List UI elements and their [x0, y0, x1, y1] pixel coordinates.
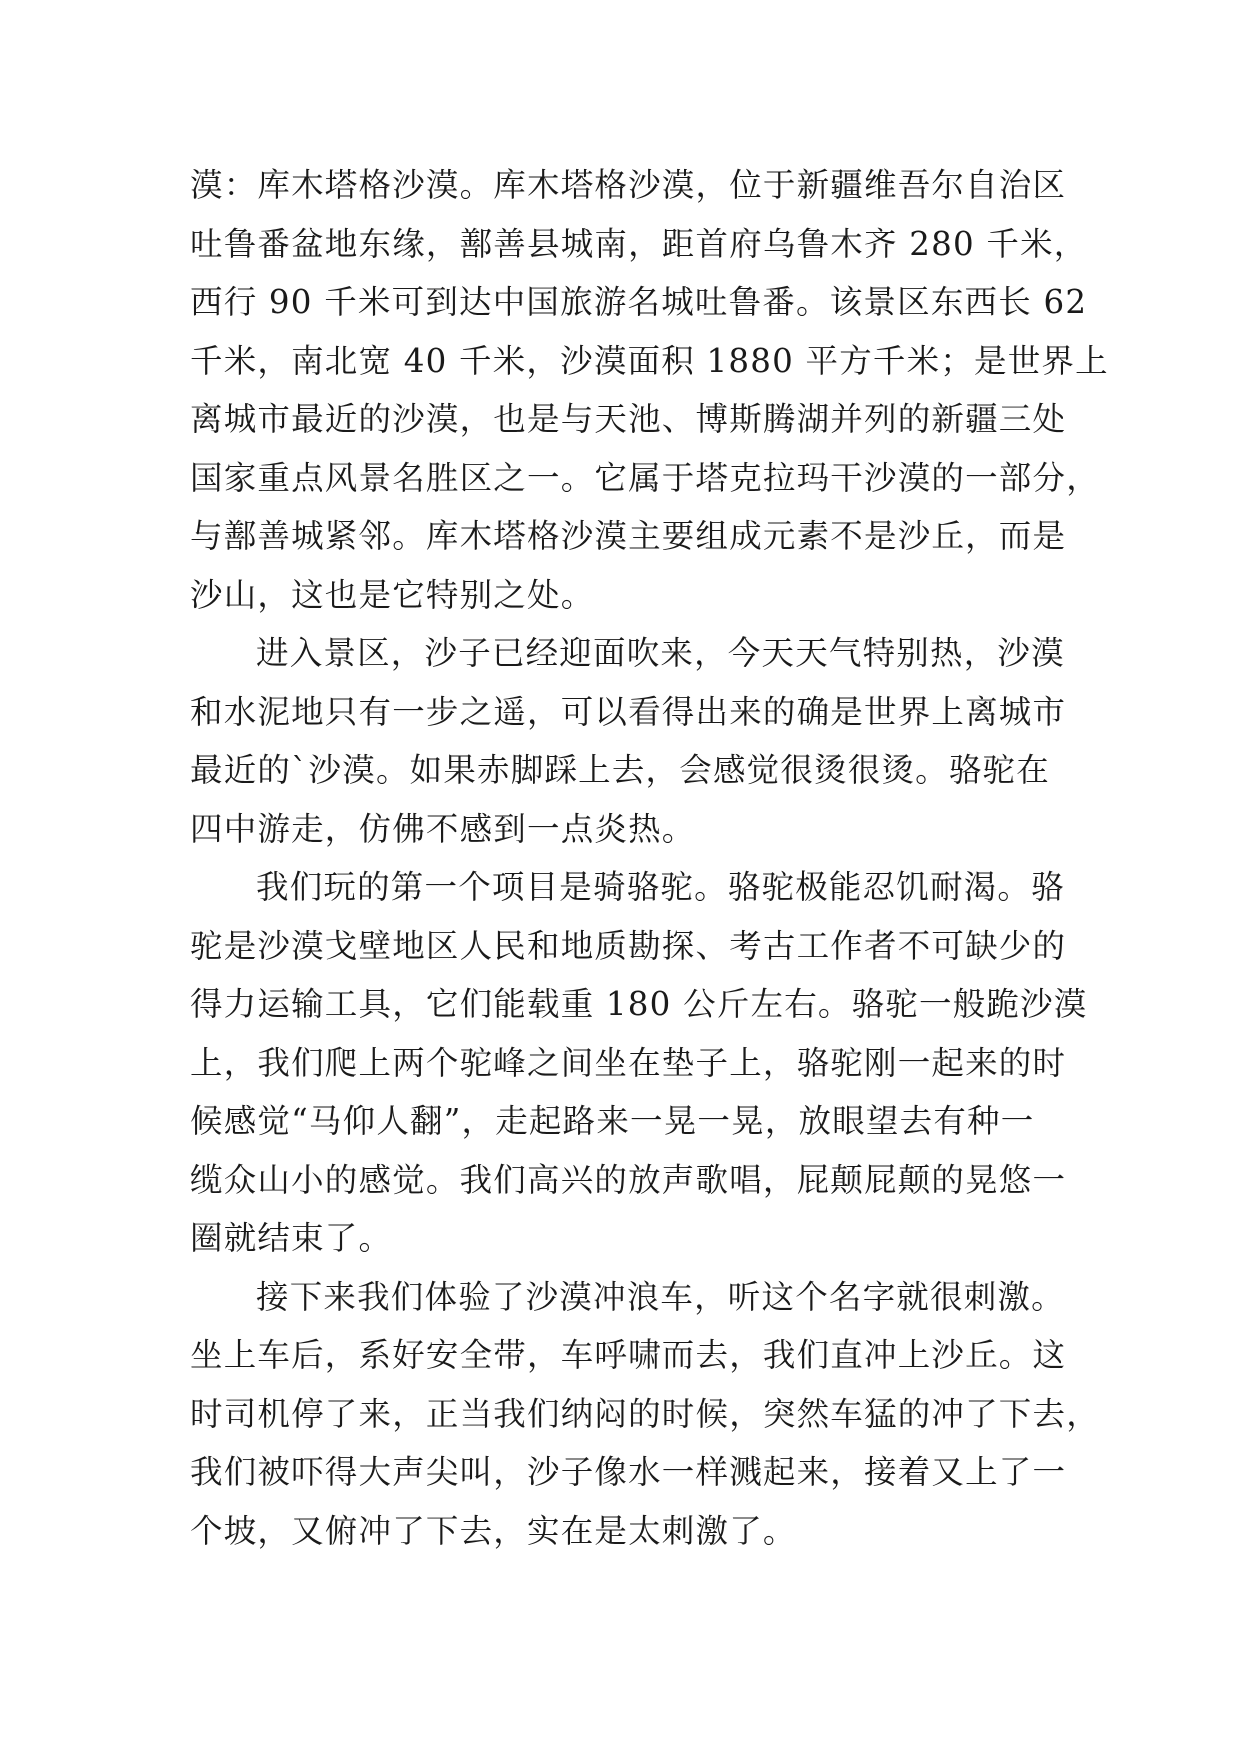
text-line: 与鄯善城紧邻。库木塔格沙漠主要组成元素不是沙丘，而是: [190, 517, 1067, 555]
text-line: 离城市最近的沙漠，也是与天池、博斯腾湖并列的新疆三处: [190, 400, 1067, 438]
document-body: [190, 156, 1109, 1560]
text-line: 缆众山小的感觉。我们高兴的放声歌唱，屁颠屁颠的晃悠一: [190, 1160, 1067, 1199]
text-line: 西行 90 千米可到达中国旅游名城吐鲁番。该景区东西长 62: [190, 283, 1088, 321]
text-line: 最近的`沙漠。如果赤脚踩上去，会感觉很烫很烫。骆驼在: [190, 751, 1050, 789]
text-line: 得力运输工具，它们能载重 180 公斤左右。骆驼一般跪沙漠: [190, 985, 1088, 1023]
text-line: 坐上车后，系好安全带，车呼啸而去，我们直冲上沙丘。这: [190, 1336, 1067, 1374]
text-line: 候感觉“马仰人翻”，走起路来一晃一晃，放眼望去有种一: [190, 1102, 1035, 1140]
text-line: 我们被吓得大声尖叫，沙子像水一样溅起来，接着又上了一: [190, 1453, 1067, 1491]
text-line: 四中游走，仿佛不感到一点炎热。: [190, 809, 696, 848]
text-line: 个坡，又俯冲了下去，实在是太刺激了。: [190, 1511, 797, 1550]
text-line: 漠：库木塔格沙漠。库木塔格沙漠，位于新疆维吾尔自治区: [190, 166, 1067, 204]
text-line: 上，我们爬上两个驼峰之间坐在垫子上，骆驼刚一起来的时: [190, 1043, 1067, 1082]
text-line: 国家重点风景名胜区之一。它属于塔克拉玛干沙漠的一部分，: [190, 458, 1100, 497]
text-line: 时司机停了来，正当我们纳闷的时候，突然车猛的冲了下去，: [190, 1394, 1100, 1433]
text-line: 驼是沙漠戈壁地区人民和地质勘探、考古工作者不可缺少的: [190, 926, 1067, 965]
text-line: 千米，南北宽 40 千米，沙漠面积 1880 平方千米；是世界上: [190, 341, 1109, 380]
text-line: 和水泥地只有一步之遥，可以看得出来的确是世界上离城市: [190, 692, 1067, 731]
text-line: 吐鲁番盆地东缘，鄯善县城南，距首府乌鲁木齐 280 千米，: [190, 224, 1088, 263]
paragraph-first-line: 我们玩的第一个项目是骑骆驼。骆驼极能忍饥耐渴。骆: [256, 868, 1065, 906]
paragraph-first-line: 进入景区，沙子已经迎面吹来，今天天气特别热，沙漠: [256, 634, 1065, 672]
text-line: 圈就结束了。: [190, 1219, 393, 1257]
text-line: 沙山，这也是它特别之处。: [190, 575, 595, 614]
paragraph-first-line: 接下来我们体验了沙漠冲浪车，听这个名字就很刺激。: [256, 1277, 1065, 1316]
